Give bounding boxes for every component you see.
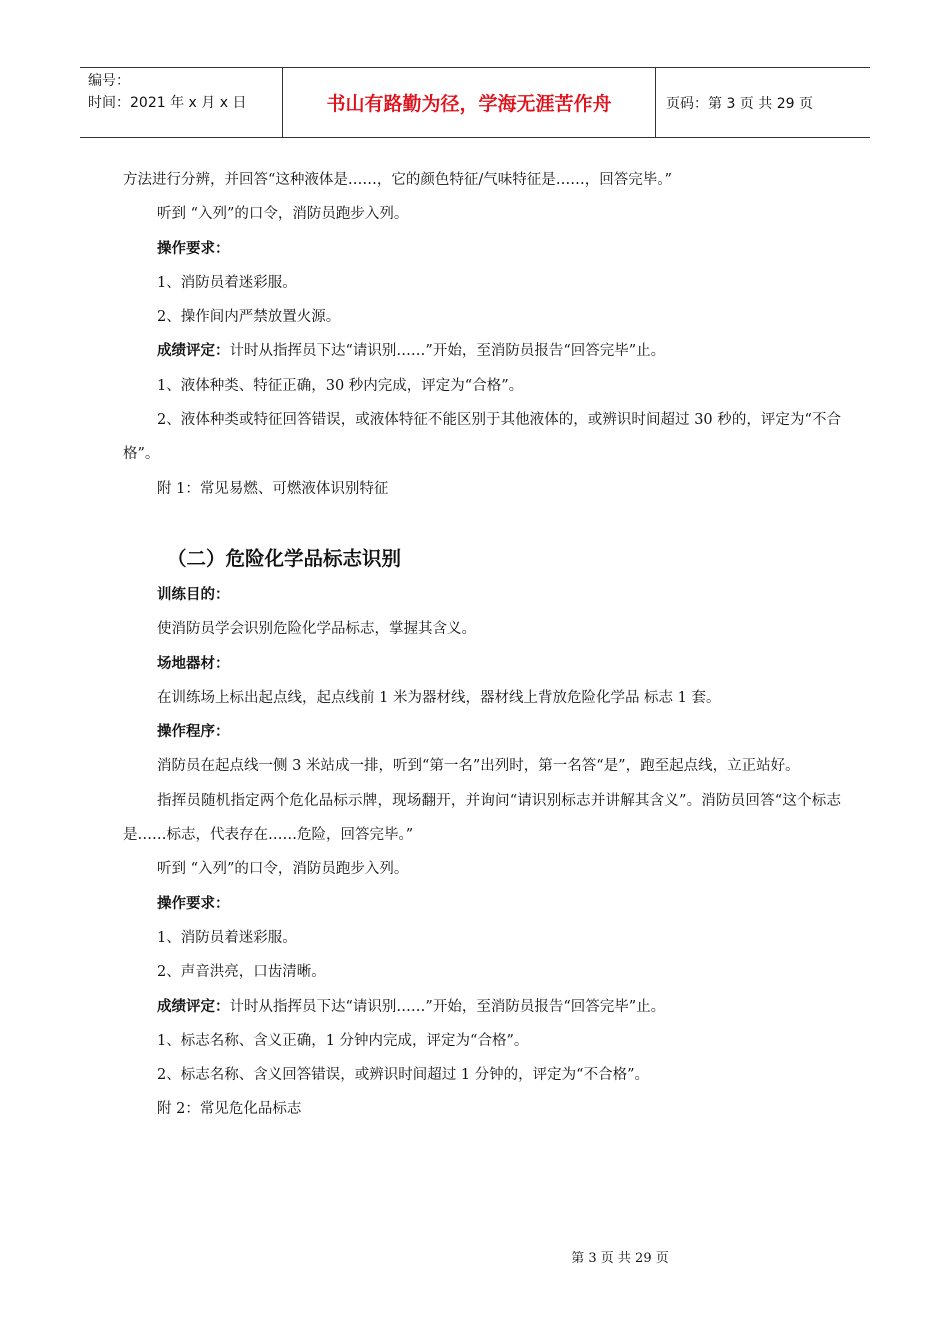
subheading-evaluation: 成绩评定： <box>157 998 230 1015</box>
list-item: 1、消防员着迷彩服。 <box>157 929 297 946</box>
subheading-site: 场地器材： <box>157 655 230 672</box>
list-item: 1、消防员着迷彩服。 <box>157 274 297 291</box>
list-item: 1、标志名称、含义正确，1 分钟内完成，评定为“合格”。 <box>157 1032 529 1049</box>
subheading-requirements: 操作要求： <box>157 240 230 257</box>
subheading-goal: 训练目的： <box>157 586 230 603</box>
section-title: （二）危险化学品标志识别 <box>167 546 402 570</box>
list-item: 2、操作间内严禁放置火源。 <box>157 309 341 326</box>
page-header <box>80 67 870 138</box>
paragraph: 在训练场上标出起点线，起点线前 1 米为器材线，器材线上背放危险化学品 标志 1 套。 <box>157 689 721 706</box>
subheading-procedure: 操作程序： <box>157 724 230 741</box>
paragraph: 使消防员学会识别危险化学品标志，掌握其含义。 <box>157 621 476 638</box>
list-item: 2、标志名称、含义回答错误，或辨识时间超过 1 分钟的，评定为“不合格”。 <box>157 1067 649 1084</box>
header-time: 时间：2021 年 x 月 x 日 <box>88 95 247 111</box>
subheading-evaluation: 成绩评定： <box>157 343 230 360</box>
evaluation-text: 计时从指挥员下达“请识别……”开始，至消防员报告“回答完毕”止。 <box>229 343 666 360</box>
paragraph-evaluation <box>123 990 841 1024</box>
paragraph: 消防员在起点线一侧 3 米站成一排，听到“第一名”出列时，第一名答“是”，跑至起点线，立正站好。 <box>157 758 800 775</box>
evaluation-text: 计时从指挥员下达“请识别……”开始，至消防员报告“回答完毕”止。 <box>229 998 666 1015</box>
header-meta <box>80 68 282 137</box>
page-footer: 第 3 页 共 29 页 <box>571 1251 669 1266</box>
appendix-note: 附 2：常见危化品标志 <box>157 1101 302 1118</box>
paragraph: 方法进行分辨，并回答“这种液体是……，它的颜色特征/气味特征是……，回答完毕。” <box>123 172 672 188</box>
paragraph: 听到 “入列”的口令，消防员跑步入列。 <box>157 861 409 878</box>
list-item: 1、液体种类、特征正确，30 秒内完成，评定为“合格”。 <box>157 377 524 394</box>
subheading-requirements: 操作要求： <box>157 895 230 912</box>
paragraph: 听到 “入列”的口令，消防员跑步入列。 <box>157 206 409 223</box>
paragraph-evaluation <box>123 334 841 368</box>
header-page: 页码：第 3 页 共 29 页 <box>666 95 813 112</box>
header-number: 编号： <box>88 73 130 89</box>
document-body <box>123 163 841 1127</box>
list-item: 2、液体种类或特征回答错误，或液体特征不能区别于其他液体的，或辨识时间超过 30 秒的，评定为“不合格”。 <box>123 412 841 463</box>
list-item: 2、声音洪亮，口齿清晰。 <box>157 964 326 981</box>
paragraph: 指挥员随机指定两个危化品标示牌，现场翻开，并询问“请识别标志并讲解其含义”。消防员回答“这个标志是……标志，代表存在……危险，回答完毕。” <box>123 792 841 844</box>
header-motto: 书山有路勤为径，学海无涯苦作舟 <box>282 68 656 137</box>
appendix-note: 附 1：常见易燃、可燃液体识别特征 <box>157 480 389 497</box>
